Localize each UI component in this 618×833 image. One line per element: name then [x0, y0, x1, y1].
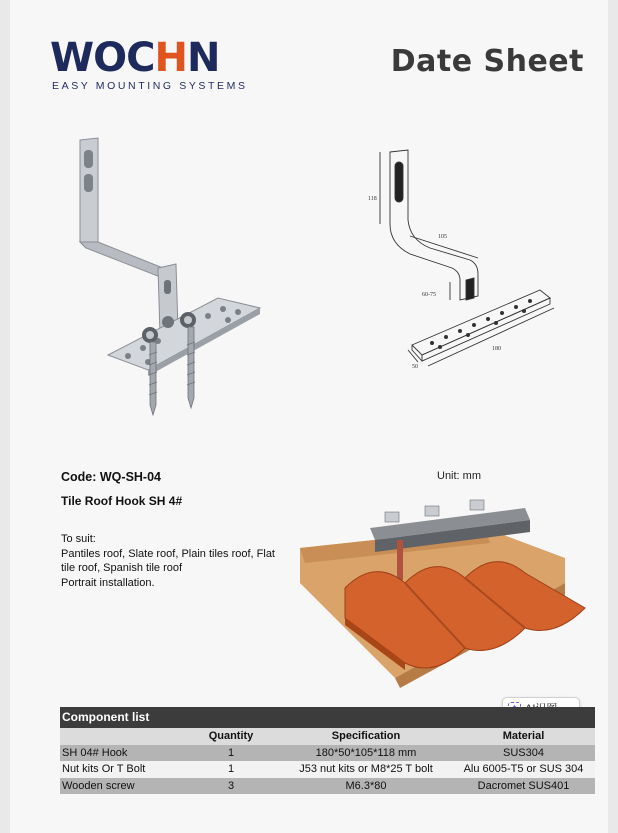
- cell-specification: 180*50*105*118 mm: [315, 746, 417, 759]
- page-title: Date Sheet: [390, 44, 584, 79]
- suit-line: Pantiles roof, Slate roof, Plain tiles roof, Flat: [61, 547, 275, 560]
- col-header-item: [60, 728, 182, 745]
- component-table: [60, 707, 595, 794]
- suit-line: To suit:: [61, 533, 96, 545]
- cell-item: Nut kits Or T Bolt: [62, 763, 146, 775]
- logo-wordmark: WOCHN: [50, 35, 220, 81]
- cell-item: SH 04# Hook: [62, 746, 128, 759]
- brand-logo: [50, 36, 260, 96]
- cell-material: SUS304: [503, 746, 544, 759]
- product-code: Code: WQ-SH-04: [61, 470, 161, 484]
- col-header-specification: Specification: [331, 730, 401, 742]
- cell-material: Alu 6005-T5 or SUS 304: [463, 763, 584, 775]
- installation-render: [285, 488, 595, 688]
- product-name: Tile Roof Hook SH 4#: [61, 494, 183, 508]
- table-row: [60, 745, 595, 762]
- dim-adjust-label: 60-75: [422, 292, 436, 298]
- unit-label: Unit: mm: [437, 470, 481, 482]
- dim-base-label: 50: [412, 364, 418, 370]
- technical-drawing: [350, 140, 560, 380]
- col-header-material: Material: [502, 730, 545, 742]
- cell-quantity: 3: [227, 779, 235, 792]
- cell-specification: J53 nut kits or M8*25 T bolt: [299, 763, 433, 775]
- hook-photo: [68, 130, 268, 420]
- col-header-quantity: Quantity: [208, 730, 254, 742]
- suit-line: tile roof, Spanish tile roof: [61, 562, 183, 574]
- dim-width-label: 105: [438, 234, 447, 240]
- dim-height-label: 118: [368, 196, 377, 202]
- suitability-text: [61, 532, 283, 590]
- datasheet-page: [10, 0, 608, 833]
- table-header-row: [60, 728, 595, 745]
- cell-item: Wooden screw: [62, 779, 135, 792]
- logo-tagline: EASY MOUNTING SYSTEMS: [52, 80, 248, 92]
- cell-material: Dacromet SUS401: [477, 779, 570, 792]
- dim-length-label: 180: [492, 346, 501, 352]
- suit-line: Portrait installation.: [61, 576, 155, 589]
- component-table-title: Component list: [60, 707, 595, 728]
- table-row: [60, 778, 595, 795]
- cell-quantity: 1: [227, 746, 235, 759]
- cell-quantity: 1: [227, 763, 235, 775]
- table-row: [60, 761, 595, 778]
- cell-specification: M6.3*80: [345, 779, 387, 792]
